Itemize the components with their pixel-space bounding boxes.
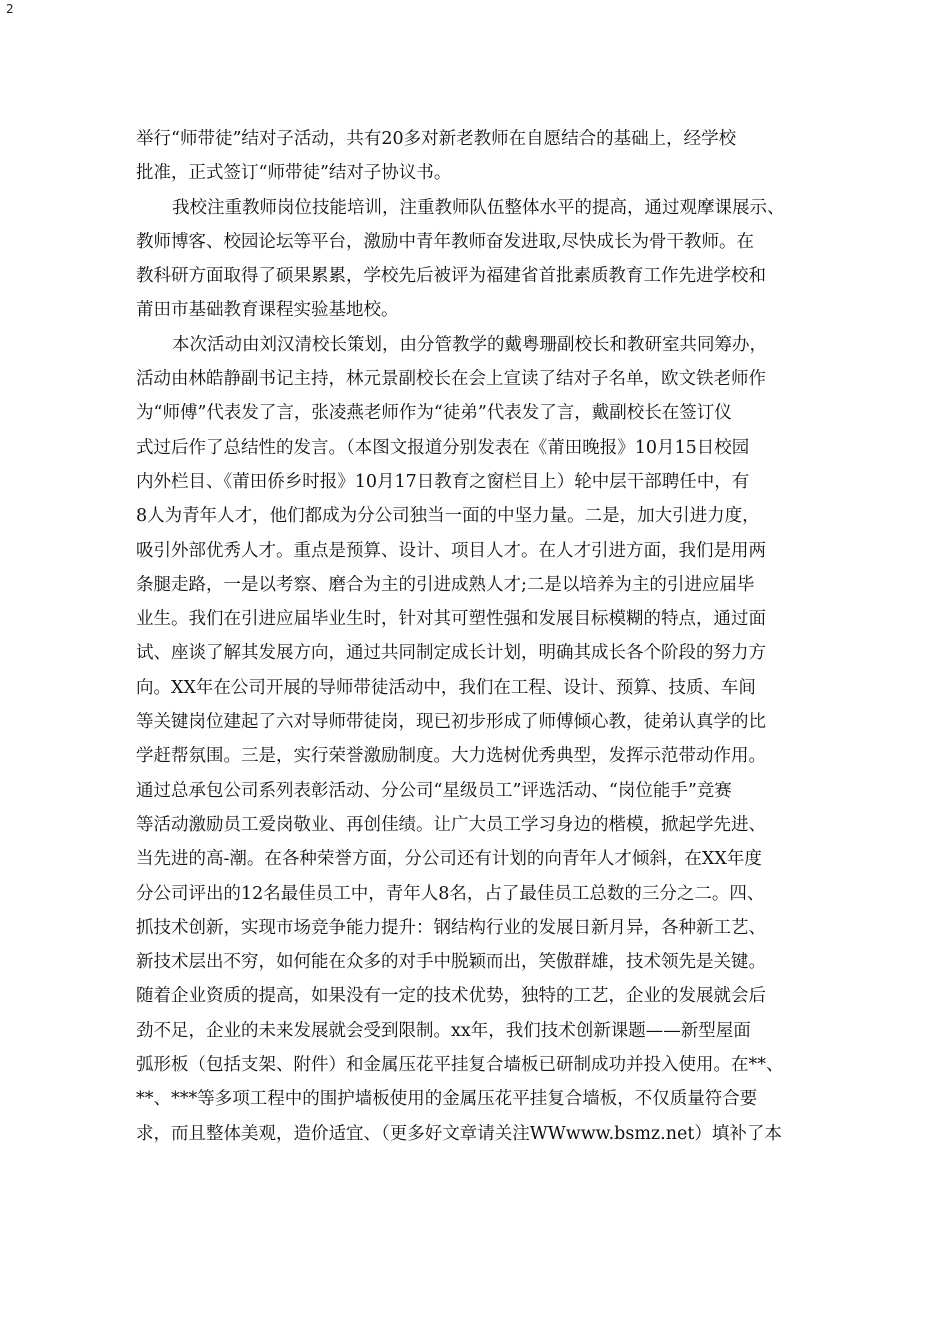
text-line: 随着企业资质的提高，如果没有一定的技术优势，独特的工艺，企业的发展就会后 (136, 986, 766, 1007)
text-line: 新技术层出不穷，如何能在众多的对手中脱颖而出，笑傲群雄，技术领先是关键。 (136, 952, 766, 973)
text-line: 吸引外部优秀人才。重点是预算、设计、项目人才。在人才引进方面，我们是用两 (136, 540, 766, 561)
text-line: 通过总承包公司系列表彰活动、分公司“星级员工”评选活动、“岗位能手”竞赛 (136, 780, 732, 801)
text-line: 内外栏目、《莆田侨乡时报》10月17日教育之窗栏目上）轮中层干部聘任中，有 (136, 471, 750, 492)
document-body (136, 122, 836, 1151)
text-line: 当先进的高-潮。在各种荣誉方面，分公司还有计划的向青年人才倾斜，在XX年度 (136, 849, 762, 870)
text-line: 分公司评出的12名最佳员工中，青年人8名，占了最佳员工总数的三分之二。四、 (136, 883, 765, 904)
text-line: 教科研方面取得了硕果累累，学校先后被评为福建省首批素质教育工作先进学校和 (136, 266, 766, 287)
text-line: 批准，正式签订“师带徒”结对子协议书。 (136, 163, 452, 184)
text-line: 等活动激励员工爱岗敬业、再创佳绩。让广大员工学习身边的楷模，掀起学先进、 (136, 814, 766, 835)
text-line: 求，而且整体美观，造价适宜、（更多好文章请关注WWwww.bsmz.net）填补了本 (136, 1123, 782, 1144)
text-line: 举行“师带徒”结对子活动，共有20多对新老教师在自愿结合的基础上，经学校 (136, 129, 737, 149)
text-line: **、***等多项工程中的围护墙板使用的金属压花平挂复合墙板，不仅质量符合要 (136, 1089, 758, 1110)
text-line: 我校注重教师岗位技能培训，注重教师队伍整体水平的提高，通过观摩课展示、 (172, 197, 785, 218)
text-line: 莆田市基础教育课程实验基地校。 (136, 300, 399, 321)
text-line: 教师博客、校园论坛等平台，激励中青年教师奋发进取,尽快成长为骨干教师。在 (136, 231, 755, 252)
text-line: 试、座谈了解其发展方向，通过共同制定成长计划，明确其成长各个阶段的努力方 (136, 643, 766, 664)
text-line: 学赶帮氛围。三是，实行荣誉激励制度。大力选树优秀典型，发挥示范带动作用。 (136, 746, 766, 767)
text-line: 条腿走路，一是以考察、磨合为主的引进成熟人才;二是以培养为主的引进应届毕 (136, 574, 755, 595)
text-line: 活动由林皓静副书记主持，林元景副校长在会上宣读了结对子名单，欧文铁老师作 (136, 369, 766, 390)
page-number: 2 (6, 2, 14, 16)
text-line: 劲不足，企业的未来发展就会受到限制。xx年，我们技术创新课题——新型屋面 (136, 1020, 751, 1041)
text-line: 向。XX年在公司开展的导师带徒活动中，我们在工程、设计、预算、技质、车间 (136, 677, 756, 698)
text-line: 弧形板（包括支架、附件）和金属压花平挂复合墙板已研制成功并投入使用。在**、 (136, 1055, 784, 1076)
text-line: 本次活动由刘汉清校长策划，由分管教学的戴粤珊副校长和教研室共同筹办， (172, 334, 767, 355)
text-line: 抓技术创新，实现市场竞争能力提升：钢结构行业的发展日新月异，各种新工艺、 (136, 917, 766, 938)
text-line: 式过后作了总结性的发言。（本图文报道分别发表在《莆田晚报》10月15日校园 (136, 437, 750, 458)
text-line: 业生。我们在引进应届毕业生时，针对其可塑性强和发展目标模糊的特点，通过面 (136, 609, 766, 630)
text-line: 8人为青年人才，他们都成为分公司独当一面的中坚力量。二是，加大引进力度， (136, 506, 760, 527)
text-line: 等关键岗位建起了六对导师带徒岗，现已初步形成了师傅倾心教，徒弟认真学的比 (136, 712, 766, 733)
text-line: 为“师傅”代表发了言，张凌燕老师作为“徒弟”代表发了言，戴副校长在签订仪 (136, 403, 732, 424)
